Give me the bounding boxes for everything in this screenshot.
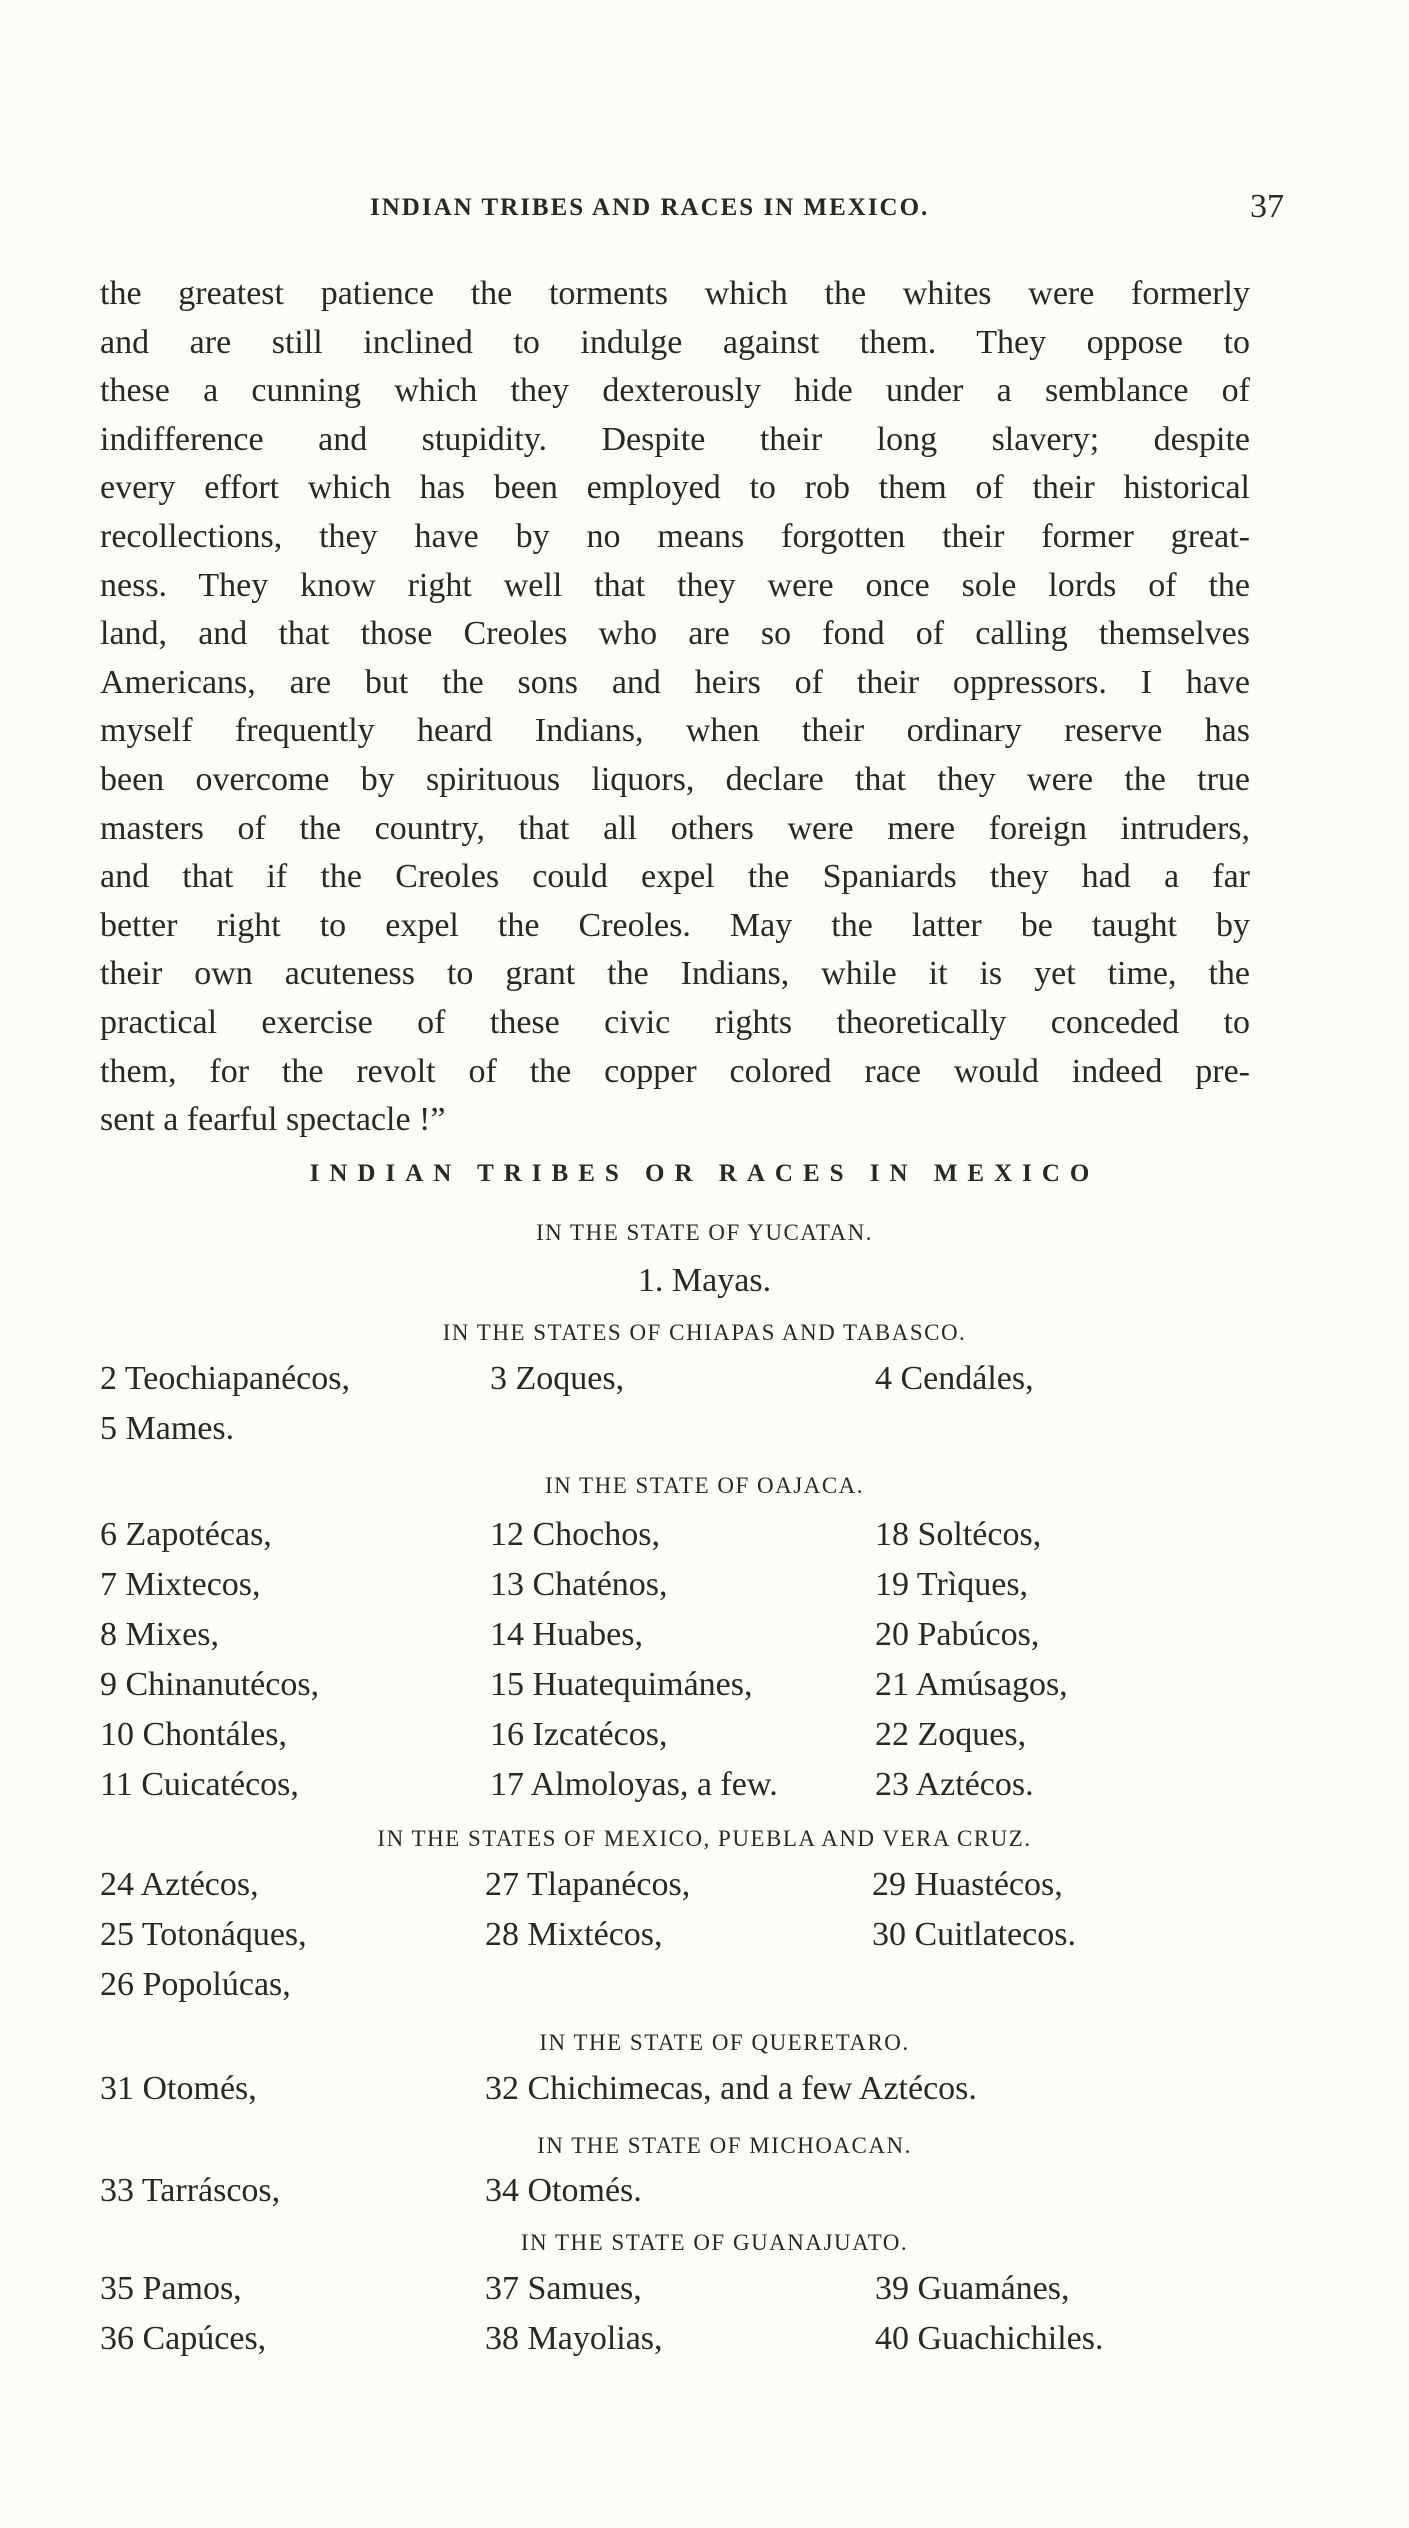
tribe-entry: 31 Otomés, (100, 2070, 257, 2107)
state-heading-michoacan: IN THE STATE OF MICHOACAN. (537, 2133, 912, 2158)
tribe-entry: 4 Cendáles, (875, 1360, 1034, 1397)
text-line: every effort which has been employed to rob them of their historical (100, 469, 1250, 507)
tribe-entry: 7 Mixtecos, (100, 1566, 261, 1603)
tribe-entry: 13 Chaténos, (490, 1566, 668, 1603)
state-heading-guanajuato: IN THE STATE OF GUANAJUATO. (520, 2230, 909, 2255)
text-line: ness. They know right well that they were once sole lords of the (100, 566, 1250, 604)
text-line: the greatest patience the torments which the whites were formerly (100, 275, 1250, 312)
text-line: them, for the revolt of the copper colored race would indeed pre- (100, 1052, 1250, 1090)
state-heading-queretaro: IN THE STATE OF QUERETARO. (539, 2030, 910, 2055)
tribe-entry: 37 Samues, (485, 2270, 642, 2307)
text-line: Americans, are but the sons and heirs of their oppressors. I have (100, 663, 1250, 701)
tribe-entry: 35 Pamos, (100, 2270, 242, 2307)
text-line: land, and that those Creoles who are so fond of calling themselves (100, 615, 1250, 653)
tribe-entry: 22 Zoques, (875, 1716, 1027, 1753)
state-heading-yucatan: IN THE STATE OF YUCATAN. (535, 1220, 874, 1245)
tribe-entry: 24 Aztécos, (100, 1866, 259, 1903)
tribe-entry: 6 Zapotécas, (100, 1516, 272, 1553)
tribe-entry: 38 Mayolias, (485, 2320, 663, 2357)
text-line: their own acuteness to grant the Indians, while it is yet time, the (100, 955, 1250, 993)
tribe-entry: 11 Cuicatécos, (100, 1766, 299, 1803)
tribe-entry: 15 Huatequimánes, (490, 1666, 753, 1703)
tribe-entry: 8 Mixes, (100, 1616, 219, 1653)
text-line: and that if the Creoles could expel the Spaniards they had a far (100, 858, 1250, 896)
text-line: recollections, they have by no means forgotten their former great- (100, 517, 1250, 555)
tribe-entry: 19 Trìques, (875, 1566, 1029, 1603)
tribe-entry: 28 Mixtécos, (485, 1916, 663, 1953)
tribe-entry: 2 Teochiapanécos, (100, 1360, 351, 1397)
tribe-entry: 9 Chinanutécos, (100, 1666, 320, 1703)
tribe-entry: 25 Totonáques, (100, 1916, 307, 1953)
tribe-entry: 27 Tlapanécos, (485, 1866, 691, 1903)
body-paragraph (100, 270, 1250, 1145)
text-line: sent a fearful spectacle !” (100, 1101, 446, 1139)
tribe-entry: 18 Soltécos, (875, 1516, 1042, 1553)
tribe-entry: 21 Amúsagos, (875, 1666, 1068, 1703)
tribe-entry: 20 Pabúcos, (875, 1616, 1040, 1653)
tribe-entry: 29 Huastécos, (872, 1866, 1063, 1903)
tribe-entry: 40 Guachichiles. (875, 2320, 1104, 2357)
tribe-entry: 10 Chontáles, (100, 1716, 287, 1753)
tribe-entry: 1. Mayas. (637, 1262, 772, 1299)
state-heading-oajaca: IN THE STATE OF OAJACA. (544, 1473, 865, 1498)
text-line: masters of the country, that all others were mere foreign intruders, (100, 809, 1250, 847)
state-heading-mexico: IN THE STATES OF MEXICO, PUEBLA AND VERA CRUZ. (377, 1826, 1032, 1851)
tribe-entry: 30 Cuitlatecos. (872, 1916, 1076, 1953)
state-heading-chiapas: IN THE STATES OF CHIAPAS AND TABASCO. (442, 1320, 967, 1345)
text-line: these a cunning which they dexterously hide under a semblance of (100, 372, 1250, 410)
tribe-entry: 23 Aztécos. (875, 1766, 1034, 1803)
tribe-entry: 33 Tarráscos, (100, 2172, 281, 2209)
tribe-entry: 3 Zoques, (490, 1360, 625, 1397)
tribe-entry: 34 Otomés. (485, 2172, 642, 2209)
tribe-entry: 36 Capúces, (100, 2320, 267, 2357)
text-line: myself frequently heard Indians, when their ordinary reserve has (100, 712, 1250, 750)
text-line: and are still inclined to indulge against them. They oppose to (100, 323, 1250, 361)
page-number: 37 (1250, 188, 1284, 225)
text-line: better right to expel the Creoles. May the latter be taught by (100, 906, 1250, 944)
tribe-entry: 32 Chichimecas, and a few Aztécos. (485, 2070, 977, 2107)
tribe-entry: 5 Mames. (100, 1410, 235, 1447)
tribe-entry: 26 Popolúcas, (100, 1966, 291, 2003)
tribe-entry: 14 Huabes, (490, 1616, 643, 1653)
list-heading: INDIAN TRIBES OR RACES IN MEXICO (309, 1160, 1100, 1187)
text-line: practical exercise of these civic rights theoretically conceded to (100, 1003, 1250, 1041)
tribe-entry: 12 Chochos, (490, 1516, 660, 1553)
running-header-title: INDIAN TRIBES AND RACES IN MEXICO. (370, 194, 930, 221)
tribe-entry: 16 Izcatécos, (490, 1716, 668, 1753)
text-line: been overcome by spirituous liquors, declare that they were the true (100, 760, 1250, 798)
tribe-entry: 17 Almoloyas, a few. (490, 1766, 778, 1803)
tribe-entry: 39 Guamánes, (875, 2270, 1070, 2307)
running-header (0, 188, 1409, 228)
text-line: indifference and stupidity. Despite their long slavery; despite (100, 420, 1250, 458)
